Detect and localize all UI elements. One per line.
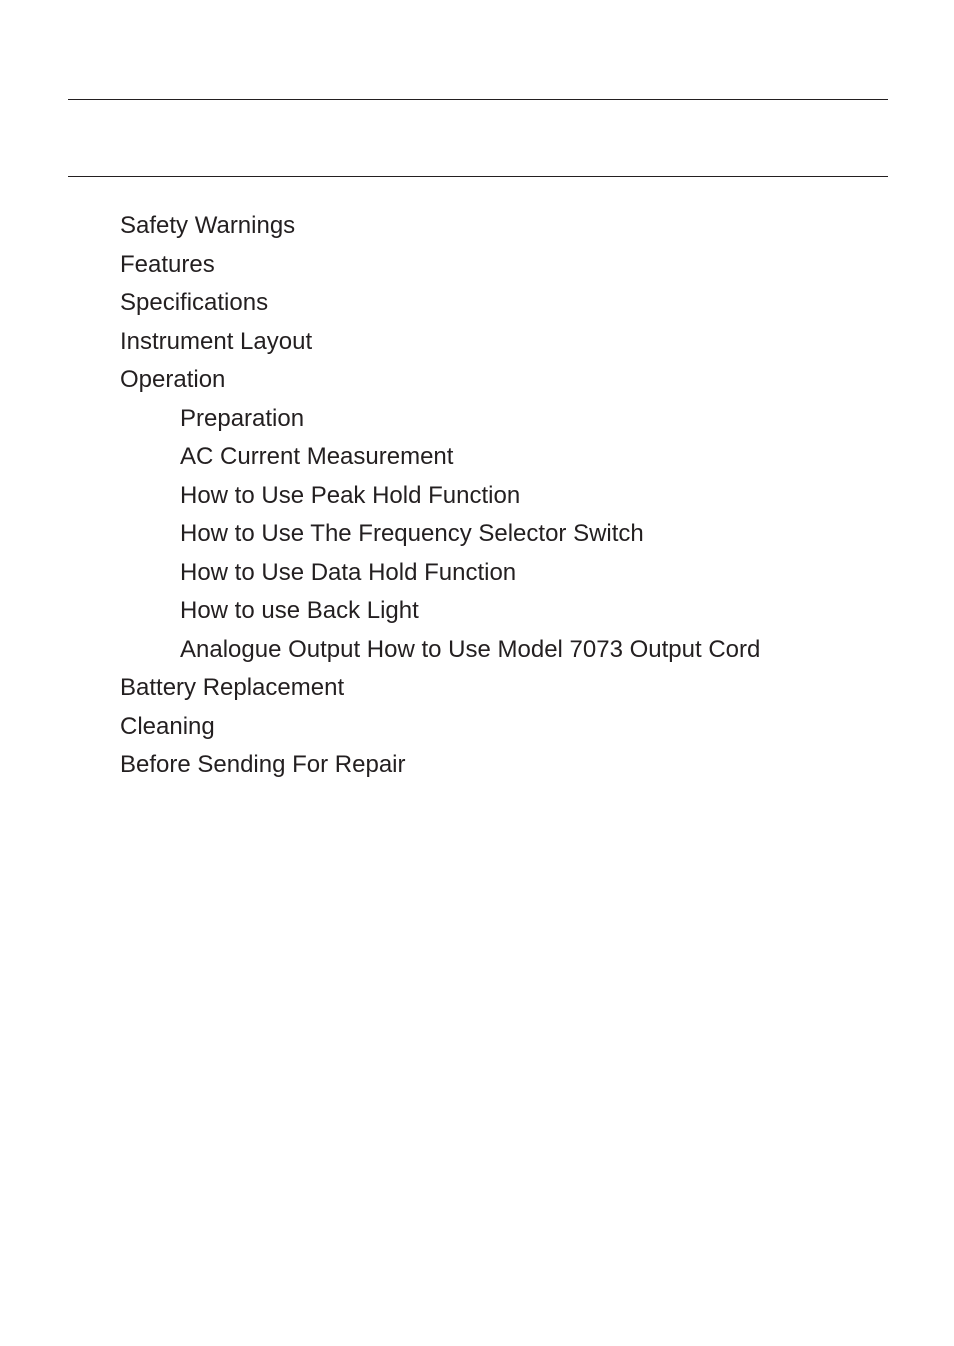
- toc-item-instrument-layout[interactable]: Instrument Layout: [120, 327, 313, 355]
- toc-item-specifications[interactable]: Specifications: [120, 289, 269, 316]
- toc-item-before-sending-for-repair[interactable]: Before Sending For Repair: [120, 751, 406, 778]
- toc-subitem-data-hold-function[interactable]: How to Use Data Hold Function: [180, 558, 517, 586]
- toc-item-safety-warnings[interactable]: Safety Warnings: [120, 212, 296, 239]
- toc-item-features[interactable]: Features: [120, 250, 215, 278]
- toc-subitem-ac-current-measurement[interactable]: AC Current Measurement: [180, 443, 454, 470]
- header-top-rule: [68, 99, 888, 100]
- toc-subitem-peak-hold-function[interactable]: How to Use Peak Hold Function: [180, 481, 521, 509]
- toc-item-cleaning[interactable]: Cleaning: [120, 712, 215, 740]
- toc-subitem-analogue-output[interactable]: Analogue Output How to Use Model 7073 Output Cord: [180, 635, 761, 663]
- toc-item-battery-replacement[interactable]: Battery Replacement: [120, 674, 345, 701]
- toc-subitem-preparation[interactable]: Preparation: [180, 404, 305, 432]
- toc-item-operation[interactable]: Operation: [120, 366, 226, 393]
- toc-subitem-back-light[interactable]: How to use Back Light: [180, 597, 419, 624]
- toc-subitem-frequency-selector-switch[interactable]: How to Use The Frequency Selector Switch: [180, 520, 644, 547]
- table-of-contents: [0, 207, 954, 785]
- header-bottom-rule: [68, 176, 888, 177]
